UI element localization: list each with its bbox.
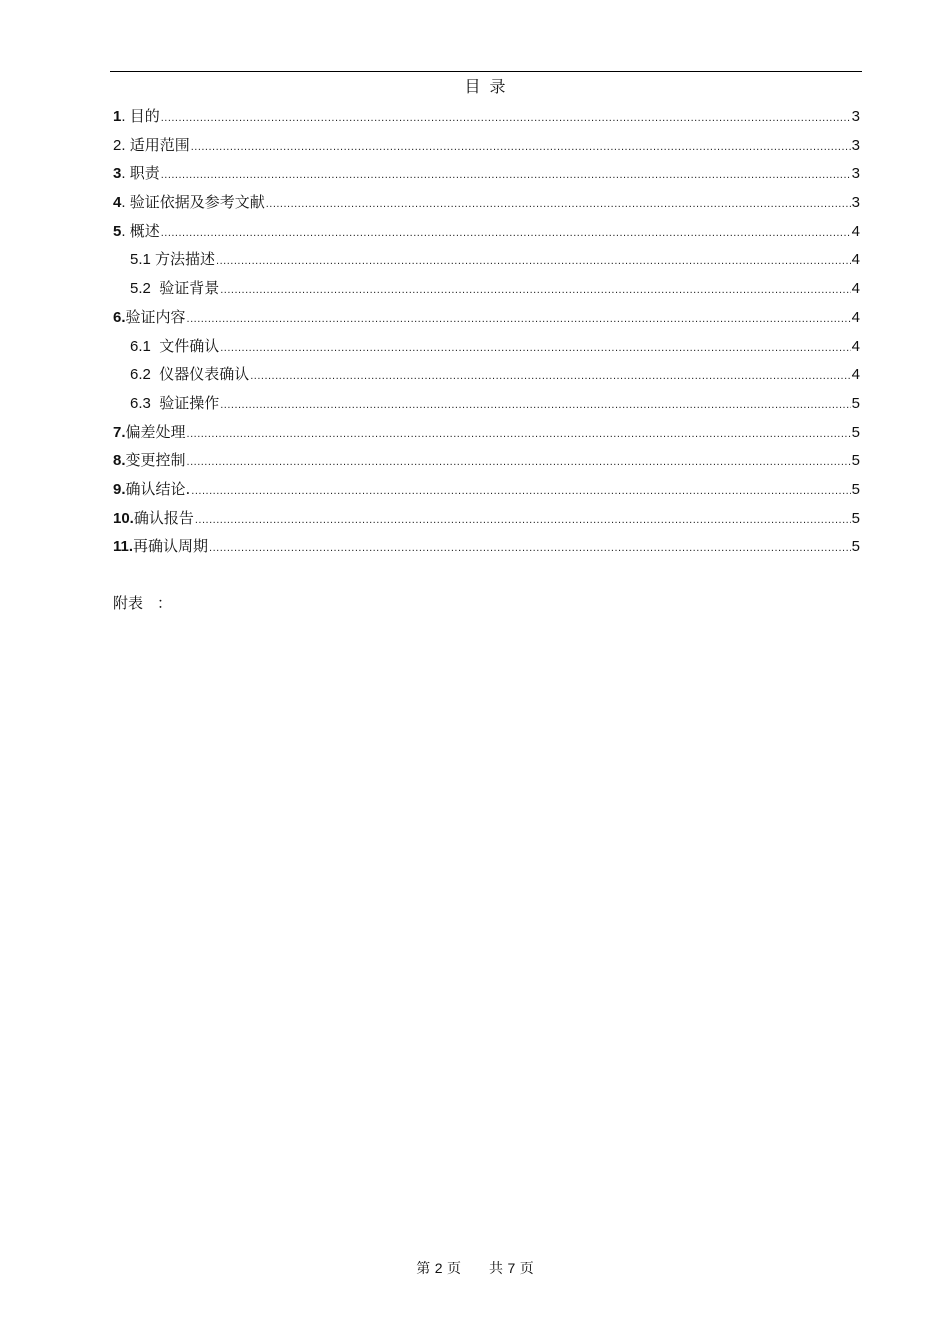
toc-entry-number: 9.: [113, 480, 126, 498]
toc-dot-leader: [187, 305, 851, 334]
toc-entry-number: 10.: [113, 509, 134, 527]
toc-entry[interactable]: [113, 131, 860, 160]
toc-entry-number: 5.1: [130, 251, 151, 269]
toc-entry-page-number: 4: [851, 251, 860, 269]
toc-entry-page-number: 3: [851, 194, 860, 212]
toc-entry-page-number: 4: [851, 366, 860, 384]
toc-entry-number: 8.: [113, 452, 126, 470]
toc-entry-label: 确认报告: [133, 508, 194, 527]
toc-entry[interactable]: [113, 332, 860, 361]
toc-entry-label: 方法描述: [155, 250, 216, 269]
toc-entry-number: 4: [113, 194, 122, 212]
toc-entry-number: 6.2: [130, 366, 151, 384]
footer-total-pages: 7: [507, 1260, 516, 1276]
toc-dot-leader: [220, 391, 850, 420]
toc-dot-leader: [220, 334, 850, 363]
footer-total-word: 页: [519, 1261, 534, 1277]
toc-entry[interactable]: [113, 274, 860, 303]
toc-entry-separator: [151, 390, 159, 419]
toc-entry[interactable]: [113, 217, 860, 246]
toc-entry[interactable]: [113, 389, 860, 418]
toc-dot-leader: [161, 219, 851, 248]
toc-entry-label: 目的: [129, 107, 160, 125]
toc-entry[interactable]: [113, 504, 860, 533]
toc-entry-page-number: 5: [851, 452, 860, 470]
table-of-contents: [113, 102, 860, 561]
toc-entry-page-number: 3: [851, 165, 860, 183]
footer-page-word: 页: [447, 1261, 461, 1277]
toc-dot-leader: [191, 133, 851, 162]
toc-entry-number: 3: [113, 165, 122, 183]
toc-entry-number: 5: [113, 222, 122, 240]
appendix-label: 附表: [113, 594, 144, 612]
toc-entry-number: 11.: [113, 538, 134, 556]
toc-entry-label: 仪器仪表确认: [159, 365, 250, 384]
footer-total-prefix: 共: [489, 1261, 503, 1277]
toc-entry-separator: .: [121, 165, 130, 183]
toc-entry-separator: [151, 361, 159, 390]
toc-entry[interactable]: [113, 475, 860, 504]
toc-entry-label: 再确认周期: [133, 537, 209, 556]
toc-entry-separator: .: [121, 194, 130, 212]
toc-entry[interactable]: [113, 303, 860, 332]
toc-entry-number: 7.: [113, 423, 126, 441]
toc-entry[interactable]: [113, 159, 860, 188]
toc-entry-page-number: 4: [851, 280, 860, 298]
toc-dot-leader: [266, 190, 851, 219]
toc-entry-number: 6.1: [130, 337, 151, 355]
toc-entry-label: 文件确认: [159, 336, 220, 355]
toc-dot-leader: [161, 104, 851, 133]
appendix-colon: ：: [157, 594, 173, 612]
toc-entry[interactable]: [113, 446, 860, 475]
toc-entry-page-number: 4: [851, 337, 860, 355]
appendix-heading: [113, 592, 172, 614]
toc-entry-label: 偏差处理: [125, 422, 186, 441]
toc-entry-page-number: 5: [851, 509, 860, 527]
toc-entry-label: 验证背景: [159, 279, 220, 298]
toc-entry-number: 6.3: [130, 394, 151, 412]
toc-entry-page-number: 5: [851, 538, 860, 556]
toc-dot-leader: [220, 276, 850, 305]
toc-entry-number: 2: [113, 136, 122, 154]
toc-entry-page-number: 3: [851, 108, 860, 125]
toc-entry[interactable]: [113, 245, 860, 274]
toc-entry-label: 验证依据及参考文献: [129, 193, 265, 212]
toc-entry-label: 概述: [129, 221, 160, 240]
toc-entry-separator: [151, 333, 159, 362]
toc-entry[interactable]: [113, 418, 860, 447]
toc-entry-separator: .: [121, 136, 130, 154]
toc-entry[interactable]: [113, 532, 860, 561]
toc-entry[interactable]: [113, 188, 860, 217]
toc-entry-page-number: 5: [851, 394, 860, 412]
toc-entry-separator: .: [121, 222, 130, 240]
toc-entry-page-number: 4: [851, 308, 860, 326]
toc-dot-leader: [216, 247, 851, 276]
toc-dot-leader: [191, 477, 850, 506]
toc-dot-leader: [187, 448, 851, 477]
toc-dot-leader: [161, 161, 851, 190]
toc-entry-number: 6.: [113, 308, 126, 326]
toc-entry[interactable]: [113, 360, 860, 389]
toc-entry[interactable]: [113, 102, 860, 131]
toc-entry-separator: [151, 275, 159, 304]
toc-entry-page-number: 5: [851, 480, 860, 498]
footer-current-page: 2: [434, 1260, 443, 1276]
toc-entry-label: 确认结论.: [125, 479, 191, 498]
toc-entry-label: 适用范围: [129, 135, 190, 154]
toc-entry-number: 1: [113, 108, 122, 125]
header-rule: [110, 71, 862, 72]
toc-dot-leader: [187, 420, 851, 449]
toc-title: 目 录: [464, 77, 508, 96]
toc-entry-number: 5.2: [130, 280, 151, 298]
toc-entry-page-number: 4: [851, 222, 860, 240]
toc-entry-page-number: 5: [851, 423, 860, 441]
footer-prefix: 第: [416, 1261, 431, 1277]
toc-entry-label: 验证内容: [125, 307, 186, 326]
toc-entry-page-number: 3: [851, 136, 860, 154]
page-footer: [0, 1258, 950, 1279]
toc-entry-separator: .: [121, 108, 130, 125]
toc-entry-label: 验证操作: [159, 393, 220, 412]
toc-entry-label: 职责: [129, 164, 160, 183]
toc-dot-leader: [250, 362, 850, 391]
toc-dot-leader: [195, 506, 851, 535]
toc-entry-label: 变更控制: [125, 451, 186, 470]
toc-dot-leader: [209, 534, 851, 563]
